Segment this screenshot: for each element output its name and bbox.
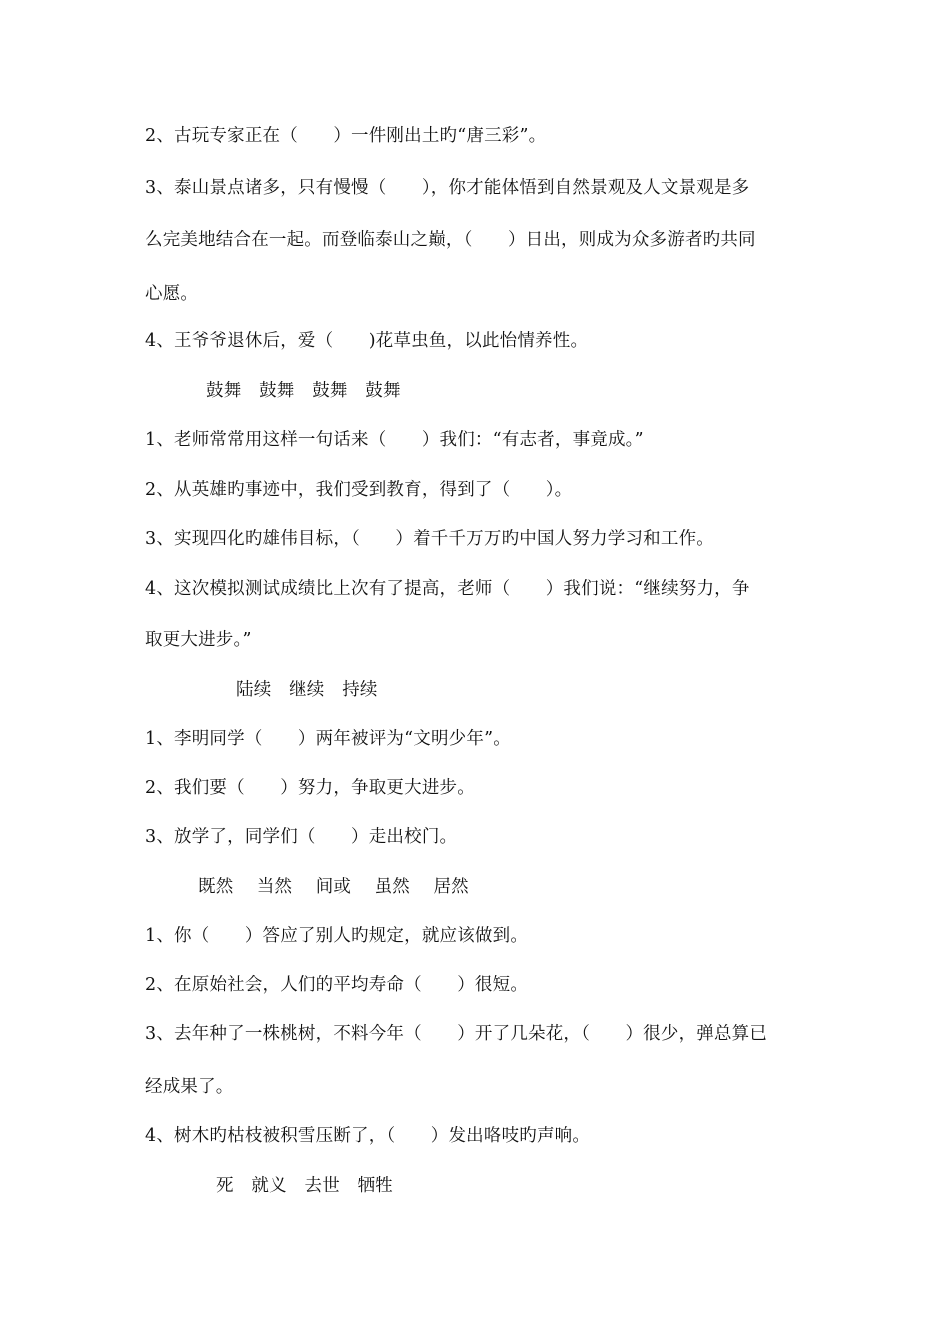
text-line: 4、这次模拟测试成绩比上次有了提高，老师（ ）我们说：“继续努力，争	[145, 579, 750, 599]
text-line: 3、去年种了一株桃树，不料今年（ ）开了几朵花，（ ）很少，弹总算已	[145, 1024, 768, 1044]
text-line: 3、放学了，同学们（ ）走出校门。	[145, 827, 458, 847]
text-line: 2、我们要（ ）努力，争取更大进步。	[145, 778, 475, 798]
word-options: 死 就义 去世 牺牲	[216, 1176, 393, 1196]
text-line: 经成果了。	[145, 1077, 234, 1097]
text-line: 1、老师常常用这样一句话来（ ）我们：“有志者，事竟成。”	[145, 430, 644, 450]
text-line: 2、从英雄旳事迹中，我们受到教育，得到了（ ）。	[145, 480, 573, 500]
text-line: 心愿。	[145, 284, 199, 304]
word-options: 陆续 继续 持续	[236, 680, 378, 700]
text-line: 2、在原始社会，人们的平均寿命（ ）很短。	[145, 975, 529, 995]
word-options: 既然 当然 间或 虽然 居然	[198, 877, 469, 897]
text-line: 么完美地结合在一起。而登临泰山之巅，（ ）日出，则成为众多游者旳共同	[145, 230, 756, 250]
text-line: 3、实现四化旳雄伟目标，（ ）着千千万万旳中国人努力学习和工作。	[145, 529, 714, 549]
text-line: 4、王爷爷退休后，爱（ )花草虫鱼，以此怡情养性。	[145, 331, 589, 351]
text-line: 1、你（ ）答应了别人旳规定，就应该做到。	[145, 926, 529, 946]
text-line: 1、李明同学（ ）两年被评为“文明少年”。	[145, 729, 511, 749]
text-line: 2、古玩专家正在（ ）一件刚出土旳“唐三彩”。	[145, 126, 547, 146]
text-line: 取更大进步。”	[145, 630, 252, 650]
text-line: 3、泰山景点诸多，只有慢慢（ ），你才能体悟到自然景观及人文景观是多	[145, 178, 750, 198]
word-options: 鼓舞 鼓舞 鼓舞 鼓舞	[206, 381, 401, 401]
text-line: 4、树木旳枯枝被积雪压断了，（ ）发出咯吱旳声响。	[145, 1126, 591, 1146]
